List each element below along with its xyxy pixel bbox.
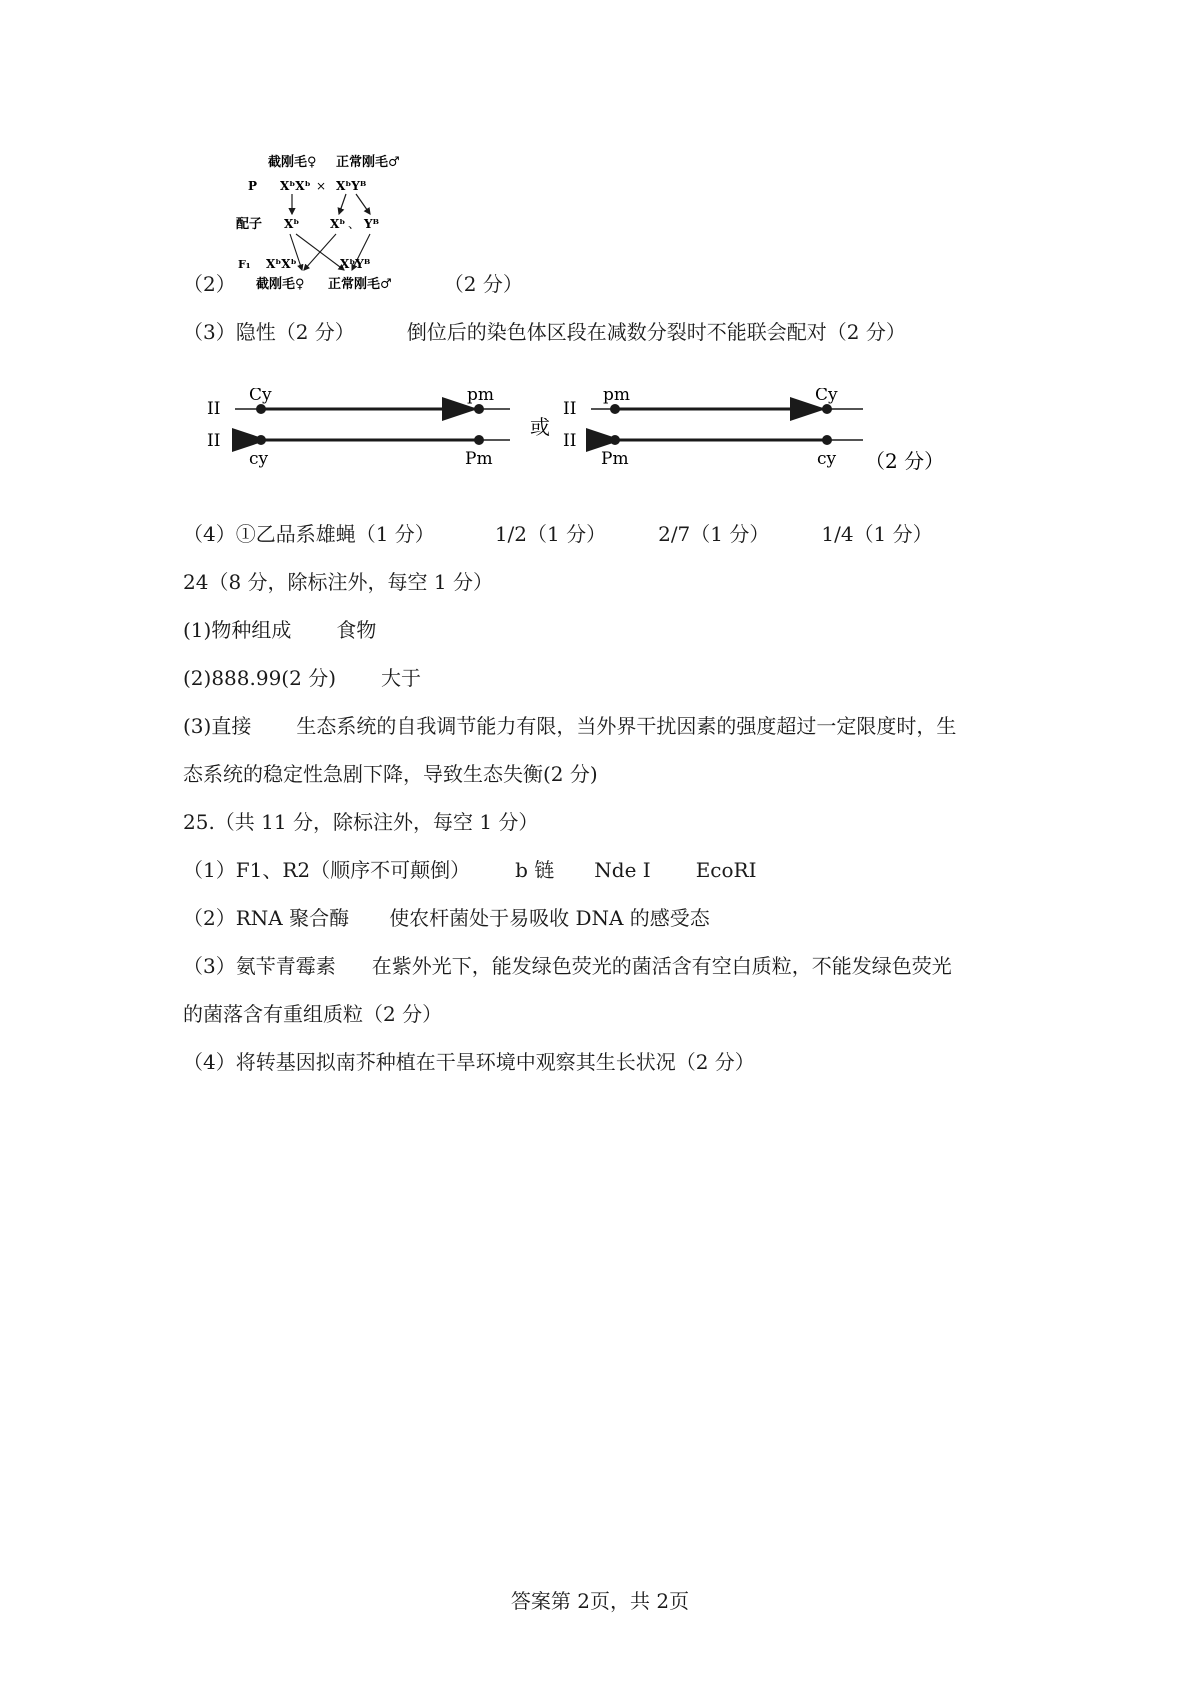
s24-q1-line (183, 618, 376, 642)
f1-female-phenotype: 截刚毛♀ (256, 277, 305, 292)
locus-left-bottom-a (256, 435, 266, 445)
chrom-label-right-top: II (563, 399, 577, 419)
cross-symbol: × (316, 179, 327, 193)
gene-left-bottom-b: Pm (465, 449, 493, 469)
gene-right-bottom-a: Pm (601, 449, 629, 469)
chrom-label-left-bottom: II (207, 431, 221, 451)
s24-q2-line (183, 666, 421, 690)
p-male-genotype: XᵇYᴮ (336, 179, 367, 193)
s25-q3-answer-a: （3）氨苄青霉素 (183, 954, 336, 978)
s25-q4-line: （4）将转基因拟南芥种植在干旱环境中观察其生长状况（2 分） (183, 1050, 755, 1074)
s25-q1-answer-c: Nde I (594, 858, 651, 882)
f1-female-genotype: XᵇXᵇ (266, 257, 297, 271)
gene-left-top-a: Cy (249, 388, 272, 405)
q3-answer-a: （3）隐性（2 分） (183, 320, 355, 344)
gamete-separator: 、 (348, 217, 361, 231)
gene-right-bottom-b: cy (817, 449, 837, 469)
gamete-label: 配子 (236, 217, 263, 232)
q4-answer-c: 2/7（1 分） (658, 522, 770, 546)
q2-line (183, 272, 523, 296)
q4-answer-b: 1/2（1 分） (494, 522, 607, 546)
gamete-male-1: Xᵇ (330, 217, 346, 231)
locus-left-bottom-b (474, 435, 484, 445)
p-female-phenotype: 截刚毛♀ (268, 155, 317, 170)
s25-q2-answer-a: （2）RNA 聚合酶 (183, 906, 350, 930)
arrow-male1-to-f1-female (304, 234, 336, 270)
s25-q3-line (183, 954, 952, 978)
gene-right-top-b: Cy (815, 388, 838, 405)
q3-answer-b: 倒位后的染色体区段在减数分裂时不能联会配对（2 分） (406, 320, 906, 344)
q3-line (183, 320, 906, 344)
chrom-label-right-bottom: II (563, 431, 577, 451)
s24-q1-answer-a: (1)物种组成 (183, 618, 292, 642)
locus-right-bottom-a (610, 435, 620, 445)
q2-label: （2） (183, 272, 236, 296)
gamete-male-2: Yᴮ (364, 217, 379, 231)
s25-q1-answer-b: b 链 (515, 858, 555, 882)
chrom-label-left-top: II (207, 399, 221, 419)
s25-q3-continuation: 的菌落含有重组质粒（2 分） (183, 1002, 443, 1026)
f1-male-genotype: XᵇYᴮ (340, 257, 371, 271)
f1-male-phenotype: 正常刚毛♂ (328, 277, 392, 292)
s25-q1-answer-a: （1）F1、R2（顺序不可颠倒） (183, 858, 471, 882)
section-25-heading: 25.（共 11 分，除标注外，每空 1 分） (183, 810, 539, 834)
s24-q3-line (183, 714, 956, 738)
q4-answer-d: 1/4（1 分） (821, 522, 933, 546)
locus-right-top-a (610, 404, 620, 414)
q4-line (183, 522, 933, 546)
s25-q2-line (183, 906, 710, 930)
s25-q1-answer-d: EcoRI (695, 858, 757, 882)
or-label: 或 (530, 415, 550, 439)
locus-left-top-a (256, 404, 266, 414)
locus-right-top-b (822, 404, 832, 414)
p-female-genotype: XᵇXᵇ (280, 179, 311, 193)
q4-answer-a: （4）①乙品系雄蝇（1 分） (183, 522, 435, 546)
locus-left-top-b (474, 404, 484, 414)
s24-q2-answer-a: (2)888.99(2 分) (183, 666, 336, 690)
s24-q1-answer-b: 食物 (336, 618, 377, 642)
p-male-phenotype: 正常刚毛♂ (336, 155, 400, 170)
s25-q2-answer-b: 使农杆菌处于易吸收 DNA 的感受态 (389, 906, 710, 930)
gene-left-top-b: pm (467, 388, 495, 405)
page-footer: 答案第 2页，共 2页 (510, 1589, 690, 1613)
s25-q1-line (183, 858, 757, 882)
chromosome-diagram (205, 388, 975, 498)
gene-right-top-a: pm (603, 388, 631, 405)
section-24-heading: 24（8 分，除标注外，每空 1 分） (183, 570, 493, 594)
s24-q2-answer-b: 大于 (381, 666, 421, 690)
arrow-male-gamete-1 (339, 194, 346, 214)
q2-score: （2 分） (443, 272, 523, 296)
p-label: P (248, 179, 258, 193)
gene-left-bottom-a: cy (249, 449, 269, 469)
f1-label: F₁ (238, 258, 251, 271)
s25-q3-answer-b: 在紫外光下，能发绿色荧光的菌活含有空白质粒，不能发绿色荧光 (371, 954, 952, 978)
s24-q3-answer-b: 生态系统的自我调节能力有限，当外界干扰因素的强度超过一定限度时，生 (296, 714, 957, 738)
s24-q3-continuation: 态系统的稳定性急剧下降，导致生态失衡(2 分) (183, 762, 598, 786)
gamete-female: Xᵇ (284, 217, 300, 231)
arrow-male-gamete-2 (356, 194, 370, 214)
s24-q3-answer-a: (3)直接 (183, 714, 252, 738)
chromosome-score: （2 分） (865, 449, 945, 473)
locus-right-bottom-b (822, 435, 832, 445)
